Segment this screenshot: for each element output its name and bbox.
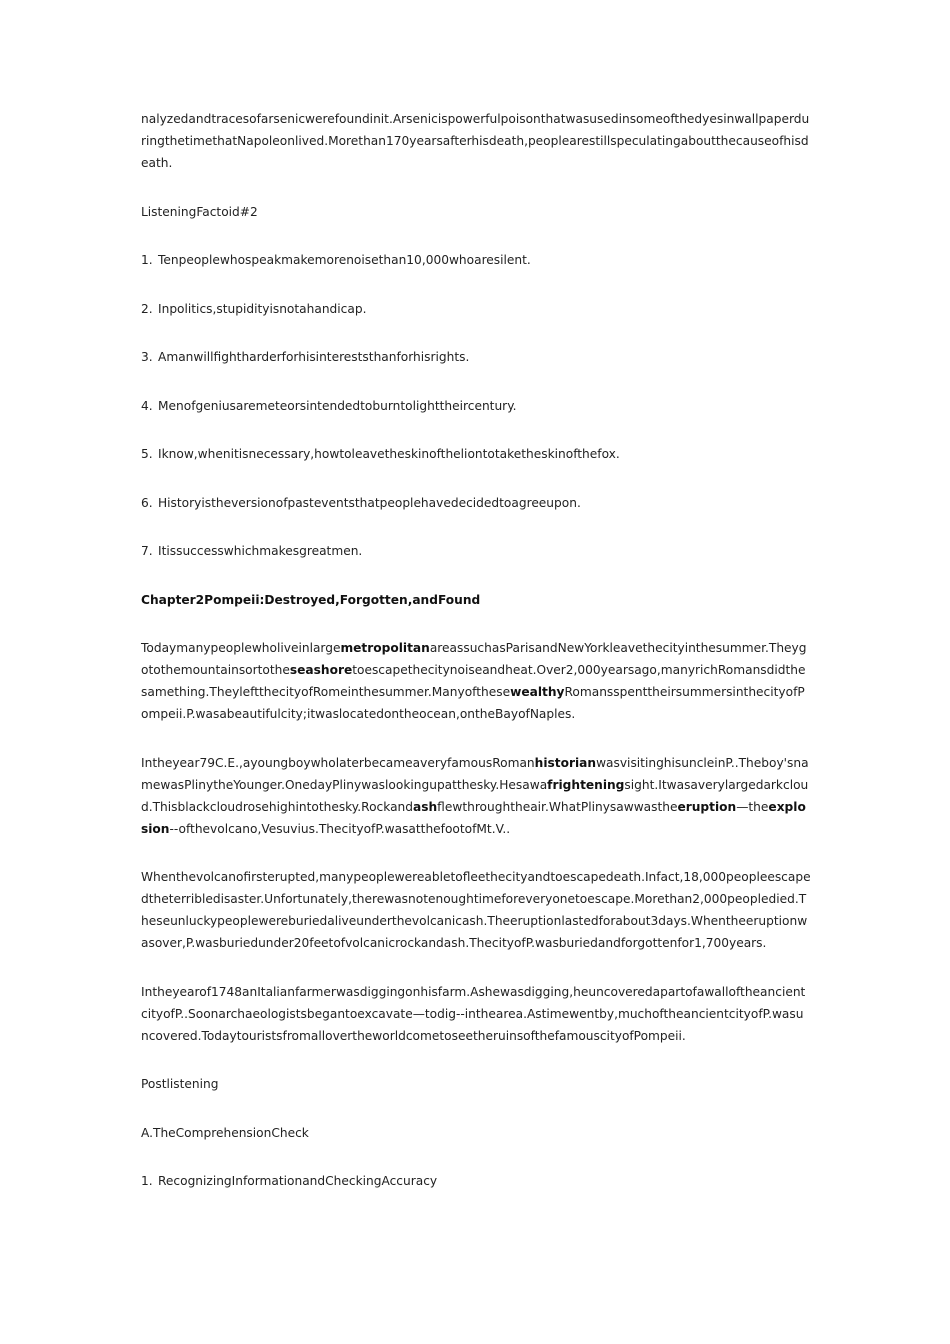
factoid-item-number: 3. xyxy=(141,350,153,364)
factoid-item-text: Amanwillfightharderforhisintereststhanforhisrights. xyxy=(158,350,470,364)
factoid-item-text: Inpolitics,stupidityisnotahandicap. xyxy=(158,301,367,316)
chapter-paragraph-1 xyxy=(141,637,811,725)
post-item-1 xyxy=(141,1170,811,1192)
post-item-number: 1. xyxy=(141,1174,153,1188)
text-run: —the xyxy=(736,799,769,814)
factoid-item-number: 6. xyxy=(141,495,153,510)
postlistening-title: Postlistening xyxy=(141,1077,219,1091)
text-run: --ofthevolcano,Vesuvius.ThecityofP.wasatthefootofMt.V.. xyxy=(169,821,511,836)
vocab-word: ash xyxy=(413,799,438,814)
factoid-title: ListeningFactoid#2 xyxy=(141,204,258,219)
vocab-word: explosion xyxy=(141,799,806,836)
text-run: RomansspenttheirsummersinthecityofPompeii.P.wasabeautifulcity;itwaslocatedontheocean,ontheBayofNaples. xyxy=(141,685,805,721)
factoid-item-6 xyxy=(141,492,811,514)
post-item-text: RecognizingInformationandCheckingAccuracy xyxy=(158,1174,438,1188)
factoid-item-number: 7. xyxy=(141,544,153,558)
chapter-paragraph-3: Whenthevolcanofirsterupted,manypeoplewereabletofleethecityandtoescapedeath.Infact,18,000peopleescapedtheterribledisaster.Unfortunately,therewasnotenoughtimeforeveryonetoescape.Morethan2,000peopledied.Theseunluckypeoplewereburiedaliveunderthevolcanicash.Theeruptionlastedforabout3days.Whentheeruptionwasover,P.wasburiedunder20feetofvolcanicrockandash.ThecityofP.wasburiedandforgottenfor1,700years. xyxy=(141,870,811,950)
text-run: sight.Itwasaverylargedarkcloud.Thisblackcloudrosehighintothesky.Rockand xyxy=(141,777,809,814)
text-run: Todaymanypeoplewholiveinlarge xyxy=(141,641,341,655)
chapter-paragraph-2 xyxy=(141,752,811,840)
factoid-item-text: Historyistheversionofpasteventsthatpeoplehavedecidedtoagreeupon. xyxy=(158,495,581,510)
vocab-word: historian xyxy=(534,755,597,770)
document-page xyxy=(141,108,811,1219)
text-run: toescapethecitynoiseandheat.Over2,000yearsago,manyrichRomansdidthesamething.TheyleftthecityofRomeinthesummer.Manyofthese xyxy=(141,663,806,699)
factoid-item-number: 1. xyxy=(141,253,153,267)
vocab-word: frightening xyxy=(547,777,625,792)
factoid-item-4 xyxy=(141,395,811,417)
chapter-title: Chapter2Pompeii:Destroyed,Forgotten,andFound xyxy=(141,592,481,607)
text-run: flewthroughtheair.WhatPlinysawwasthe xyxy=(437,799,678,814)
factoid-item-number: 4. xyxy=(141,398,153,413)
text-run: Intheyear79C.E.,ayoungboywholaterbecameaveryfamousRoman xyxy=(141,755,535,770)
text-run: wasvisitinghisuncleinP..Theboy'snamewasPlinytheYounger.OnedayPlinywaslookingupatthesky.Hesawa xyxy=(141,755,809,792)
comprehension-check-heading: A.TheComprehensionCheck xyxy=(141,1125,309,1140)
factoid-item-text: Iknow,whenitisnecessary,howtoleavetheskinoftheliontotaketheskinofthefox. xyxy=(158,447,620,461)
factoid-item-text: Itissuccesswhichmakesgreatmen. xyxy=(158,544,363,558)
vocab-word: metropolitan xyxy=(340,641,430,655)
vocab-word: eruption xyxy=(677,799,737,814)
factoid-item-text: Tenpeoplewhospeakmakemorenoisethan10,000whoaresilent. xyxy=(158,253,531,267)
factoid-item-number: 2. xyxy=(141,301,153,316)
factoid-item-1 xyxy=(141,249,811,271)
factoid-item-3 xyxy=(141,346,811,368)
vocab-word: seashore xyxy=(289,663,353,677)
factoid-item-number: 5. xyxy=(141,447,153,461)
vocab-word: wealthy xyxy=(510,685,565,699)
factoid-item-5 xyxy=(141,443,811,465)
intro-paragraph: nalyzedandtracesofarsenicwerefoundinit.ArsenicispowerfulpoisonthatwasusedinsomeofthedyesinwallpaperduringthetimethatNapoleonlived.Morethan170yearsafterhisdeath,peoplearestillspeculatingaboutthecauseofhisdeath. xyxy=(141,112,810,170)
factoid-item-2 xyxy=(141,298,811,320)
factoid-item-7 xyxy=(141,540,811,562)
chapter-paragraph-4: Intheyearof1748anItalianfarmerwasdiggingonhisfarm.Ashewasdigging,heuncoveredapartofawalloftheancientcityofP..Soonarchaeologistsbegantoexcavate—todig--inthearea.Astimewentby,muchoftheancientcityofP.wasuncovered.TodaytouristsfromallovertheworldcometoseetheruinsofthefamouscityofPompeii. xyxy=(141,984,806,1043)
text-run: areassuchasParisandNewYorkleavethecityinthesummer.Theygotothemountainsortothe xyxy=(141,641,807,677)
factoid-item-text: Menofgeniusaremeteorsintendedtoburntolighttheircentury. xyxy=(158,398,517,413)
